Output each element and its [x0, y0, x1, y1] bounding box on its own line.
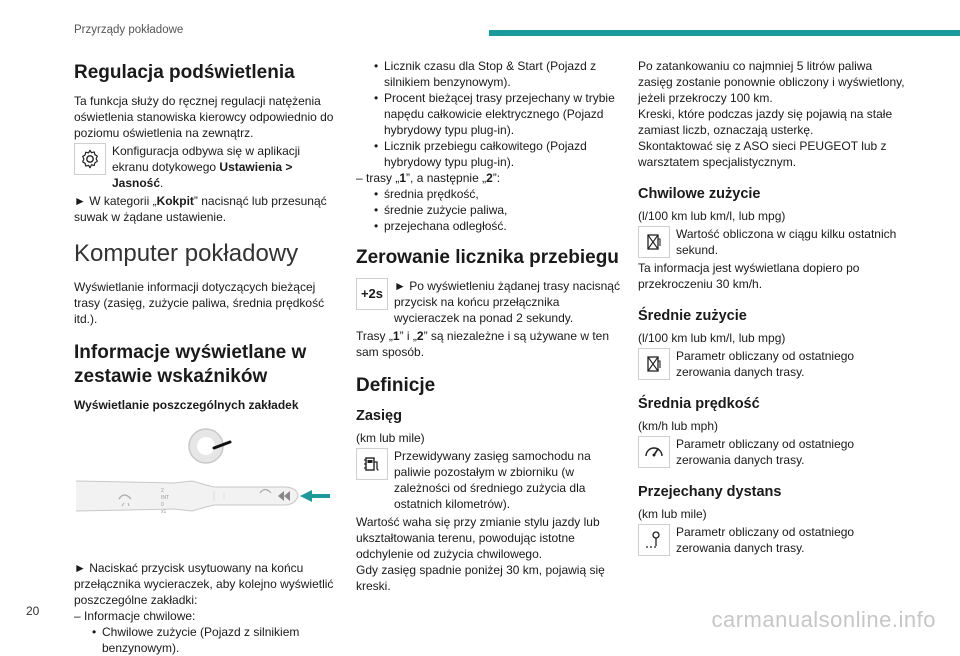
- list-instant-cont: [374, 58, 622, 170]
- wiper-stalk-figure: [74, 421, 336, 546]
- kokpit-pre: ► W kategorii „: [74, 194, 157, 208]
- heading-reset: Zerowanie licznika przebiegu: [356, 247, 619, 268]
- heading-range: Zasięg: [356, 408, 402, 424]
- paragraph-dashes: Kreski, które podczas jazdy się pojawią na stałe zamiast liczb, oznaczają usterkę.: [638, 107, 893, 137]
- caption-tabs: Wyświetlanie poszczególnych zakładek: [74, 398, 299, 412]
- svg-text:2: 2: [161, 488, 164, 494]
- indep-post: ” są niezależne i są używane w ten sam sposób.: [356, 329, 610, 359]
- list-item: • Chwilowe zużycie (Pojazd z silnikiem benzynowym).: [92, 624, 336, 656]
- heading-avg-cons: Średnie zużycie: [638, 308, 747, 324]
- note-range-text: Przewidywany zasięg samochodu na paliwie pozostałym w zbiorniku (w zależności od średniego zużycia dla ostatnich kilometrów).: [394, 449, 591, 511]
- paragraph-trips: [356, 170, 622, 186]
- kokpit-bold: Kokpit: [156, 194, 194, 208]
- heading-computer: Komputer pokładowy: [74, 240, 299, 267]
- list-trips: [374, 186, 622, 234]
- paragraph-range2: Wartość waha się przy zmianie stylu jazdy lub ukształtowania terenu, powodując istotne odchylenie od zużycia chwilowego.: [356, 515, 600, 561]
- paragraph-instant2: Ta informacja jest wyświetlana dopiero po przekroczeniu 30 km/h.: [638, 261, 860, 291]
- paragraph-range3: Gdy zasięg spadnie poniżej 30 km, pojawią się kreski.: [356, 563, 605, 593]
- paragraph-kokpit: [74, 193, 336, 225]
- note-config-bold: Ustawienia > Jasność: [112, 160, 293, 190]
- heading-backlight: Regulacja podświetlenia: [74, 62, 295, 83]
- trips-b2: 2: [486, 171, 493, 185]
- heading-instant: Chwilowe zużycie: [638, 186, 761, 202]
- note-config-end: .: [160, 176, 164, 190]
- list-item: • przejechana odległość.: [374, 218, 622, 234]
- steering-wheel-icon: [189, 429, 230, 463]
- note-avg-speed: [638, 436, 906, 468]
- fuel-gauge-icon: [638, 348, 670, 380]
- list-item: • Licznik przebiegu całkowitego (Pojazd hybrydowy typu plug-in).: [374, 138, 622, 170]
- avg-cons-unit: (l/100 km lub km/l, lub mpg): [638, 331, 786, 345]
- paragraph-trips-indep: [356, 328, 622, 360]
- arrow-icon: [300, 490, 330, 502]
- kokpit-post: ” nacisnąć lub przesunąć suwak w żądane ustawienie.: [74, 194, 327, 224]
- distance-unit: (km lub mile): [638, 507, 707, 521]
- note-instant-text: Wartość obliczona w ciągu kilku ostatnich sekund.: [676, 227, 897, 257]
- trips-b1: 1: [399, 171, 407, 185]
- trips-mid: ”, a następnie „: [406, 171, 487, 185]
- note-reset-text: ► Po wyświetleniu żądanej trasy nacisnąć przycisk na końcu przełącznika wycieraczek na ponad 2 sekundy.: [394, 279, 620, 325]
- svg-text:x1: x1: [161, 509, 167, 515]
- column-3: [638, 58, 906, 558]
- list-item: • Licznik czasu dla Stop & Start (Pojazd z silnikiem benzynowym).: [374, 58, 622, 90]
- heading-avg-speed: Średnia prędkość: [638, 396, 760, 412]
- wiper-stalk-icon: [76, 481, 298, 515]
- distance-pin-icon: [638, 524, 670, 556]
- paragraph-backlight: Ta funkcja służy do ręcznej regulacji natężenia oświetlenia stanowiska kierowcy odpowiednio do poziomu oświetlenia na zewnątrz.: [74, 94, 334, 140]
- note-instant: [638, 226, 906, 258]
- fuel-gauge-icon: [638, 226, 670, 258]
- note-avg-cons-text: Parametr obliczany od ostatniego zerowania danych trasy.: [676, 349, 855, 379]
- fuel-pump-icon: [356, 448, 388, 480]
- column-1: [74, 55, 336, 656]
- paragraph-refuel: Po zatankowaniu co najmniej 5 litrów paliwa zasięg zostanie ponownie obliczony i wyświetlony, jeżeli przekroczy 100 km.: [638, 59, 905, 105]
- note-distance: [638, 524, 906, 556]
- trips-post: ”:: [492, 171, 501, 185]
- note-range: [356, 448, 622, 512]
- watermark: carmanualsonline.info: [711, 607, 936, 632]
- heading-distance: Przejechany dystans: [638, 484, 782, 500]
- paragraph-press: ► Naciskać przycisk usytuowany na końcu przełącznika wycieraczek, aby kolejno wyświetlić poszczególne zakładki:: [74, 561, 334, 607]
- note-config: [74, 143, 336, 191]
- gear-icon: [74, 143, 106, 175]
- range-unit: (km lub mile): [356, 431, 425, 445]
- note-distance-text: Parametr obliczany od ostatniego zerowania danych trasy.: [676, 525, 855, 555]
- heading-defs: Definicje: [356, 375, 436, 396]
- svg-text:0: 0: [161, 502, 164, 508]
- svg-text:INT: INT: [161, 495, 170, 501]
- instant-unit: (l/100 km lub km/l, lub mpg): [638, 209, 786, 223]
- column-2: [356, 58, 622, 594]
- list-item: • średnie zużycie paliwa,: [374, 202, 622, 218]
- indep-b1: 1: [392, 329, 400, 343]
- indep-pre: Trasy „: [356, 329, 393, 343]
- note-avg-cons: [638, 348, 906, 380]
- paragraph-contact: Skontaktować się z ASO sieci PEUGEOT lub z warsztatem specjalistycznym.: [638, 139, 887, 169]
- avg-speed-unit: (km/h lub mph): [638, 419, 719, 433]
- list-instant: [92, 624, 336, 656]
- header-accent-bar: [489, 30, 960, 36]
- section-header: Przyrządy pokładowe: [74, 24, 184, 36]
- paragraph-computer: Wyświetlanie informacji dotyczących bieżącej trasy (zasięg, zużycie paliwa, średnia prędkość itd.).: [74, 280, 325, 326]
- indep-mid: ” i „: [399, 329, 417, 343]
- indep-b2: 2: [416, 329, 424, 343]
- speedometer-icon: [638, 436, 670, 468]
- note-reset: [356, 278, 622, 326]
- paragraph-dash1: – Informacje chwilowe:: [74, 609, 196, 623]
- note-avg-speed-text: Parametr obliczany od ostatniego zerowania danych trasy.: [676, 437, 855, 467]
- page-number: 20: [26, 604, 40, 618]
- note-config-text: Konfiguracja odbywa się w aplikacji ekranu dotykowego: [112, 144, 301, 174]
- list-item: • Procent bieżącej trasy przejechany w trybie napędu całkowicie elektrycznego (Pojazd hybrydowy typu plug-in).: [374, 90, 622, 138]
- list-item: • średnia prędkość,: [374, 186, 622, 202]
- trips-pre: – trasy „: [356, 171, 400, 185]
- heading-info: Informacje wyświetlane w zestawie wskaźników: [74, 342, 307, 387]
- plus-2s-label: +2s: [360, 286, 384, 301]
- plus-2s-icon: [356, 278, 388, 310]
